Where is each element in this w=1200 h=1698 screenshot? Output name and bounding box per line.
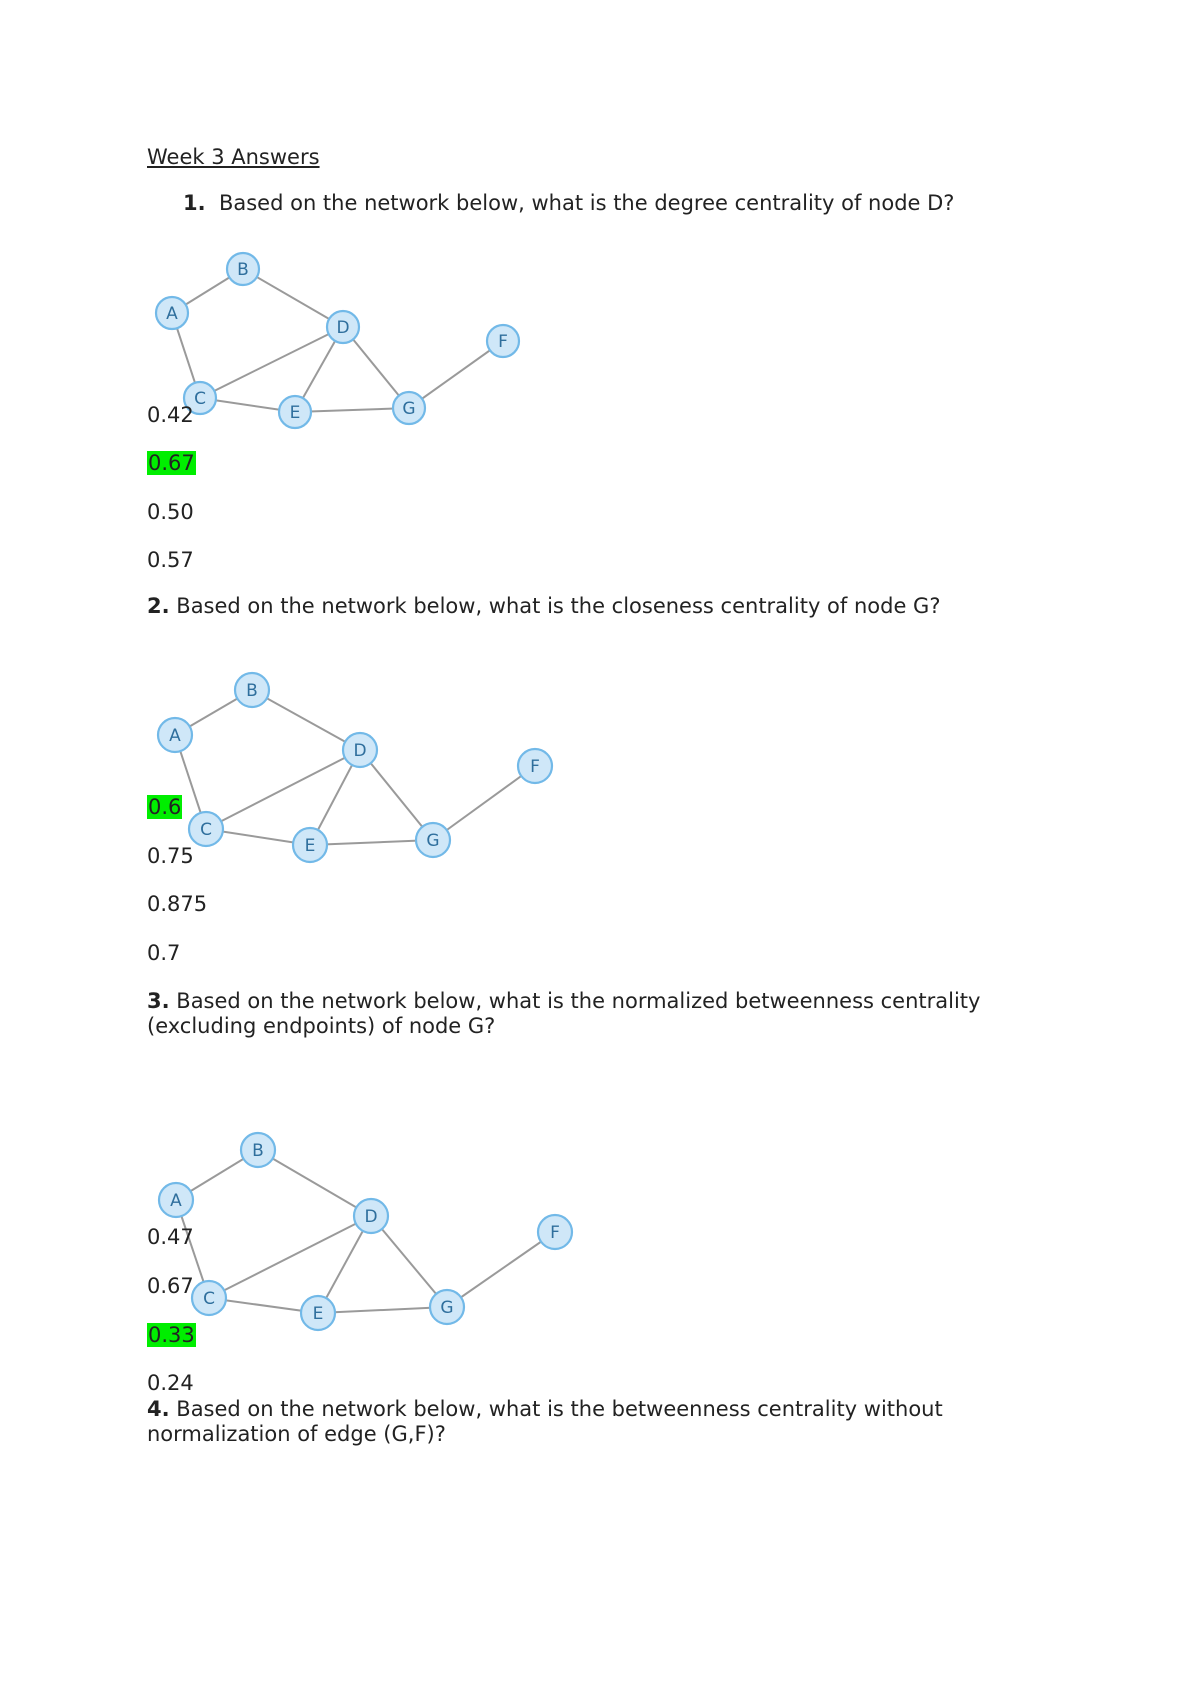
node-C: [192, 1281, 226, 1315]
node-B: [235, 673, 269, 707]
q3-option-2: 0.67: [147, 1274, 194, 1298]
node-B: [241, 1133, 275, 1167]
node-label-F: F: [498, 332, 508, 352]
node-label-B: B: [246, 681, 258, 701]
edge-C-D: [209, 1216, 371, 1298]
node-A: [156, 297, 188, 329]
network-graph-1: [156, 253, 519, 428]
node-label-A: A: [170, 1191, 182, 1211]
node-E: [301, 1296, 335, 1330]
node-G: [393, 392, 425, 424]
edge-B-D: [258, 1150, 371, 1216]
question-4: [147, 1396, 943, 1422]
edge-G-F: [433, 766, 535, 840]
q3-option-3: [147, 1322, 196, 1348]
node-label-C: C: [200, 820, 212, 840]
node-E: [279, 396, 311, 428]
network-graph-3: [159, 1133, 572, 1330]
edge-C-D: [206, 750, 360, 829]
node-F: [487, 325, 519, 357]
q1-option-1: 0.42: [147, 403, 194, 427]
edge-B-D: [243, 269, 343, 327]
node-label-G: G: [426, 831, 440, 851]
q2-correct-highlight: 0.6: [148, 795, 182, 819]
node-label-A: A: [169, 726, 181, 746]
node-label-C: C: [203, 1289, 215, 1309]
q2-option-2: 0.75: [147, 844, 194, 868]
q1-correct-highlight: 0.67: [148, 451, 195, 475]
node-G: [430, 1290, 464, 1324]
node-label-A: A: [166, 304, 178, 324]
node-label-G: G: [402, 399, 416, 419]
q3-correct-highlight: 0.33: [148, 1323, 195, 1347]
node-label-D: D: [364, 1207, 378, 1227]
question-1-number: 1.: [183, 191, 206, 215]
node-label-G: G: [440, 1298, 454, 1318]
edge-G-F: [409, 341, 503, 408]
question-2: [147, 593, 940, 619]
question-2-number: 2.: [147, 594, 170, 618]
node-label-D: D: [353, 741, 367, 761]
edge-E-G: [295, 408, 409, 412]
node-F: [518, 749, 552, 783]
edge-B-D: [252, 690, 360, 750]
edge-E-G: [310, 840, 433, 845]
node-A: [158, 718, 192, 752]
node-label-E: E: [289, 403, 301, 423]
edge-G-F: [447, 1232, 555, 1307]
network-graph-2: [158, 673, 552, 862]
node-label-F: F: [530, 757, 540, 777]
node-C: [189, 812, 223, 846]
node-label-E: E: [304, 836, 316, 856]
node-label-B: B: [252, 1141, 264, 1161]
q1-option-4: 0.57: [147, 548, 194, 572]
question-3-number: 3.: [147, 989, 170, 1013]
edge-E-G: [318, 1307, 447, 1313]
question-3: [147, 988, 980, 1014]
node-D: [343, 733, 377, 767]
node-F: [538, 1215, 572, 1249]
node-label-B: B: [237, 260, 249, 280]
node-G: [416, 823, 450, 857]
node-E: [293, 828, 327, 862]
question-1-text: Based on the network below, what is the degree centrality of node D?: [218, 191, 955, 215]
question-4-number: 4.: [147, 1397, 170, 1421]
node-label-F: F: [550, 1223, 560, 1243]
question-3-text-line-2: (excluding endpoints) of node G?: [147, 1014, 496, 1038]
node-D: [327, 311, 359, 343]
node-A: [159, 1183, 193, 1217]
q2-option-4: 0.7: [147, 941, 181, 965]
question-4-text-line-1: Based on the network below, what is the betweenness centrality without: [176, 1397, 943, 1421]
q2-option-1: [147, 794, 182, 820]
q2-option-3: 0.875: [147, 892, 208, 916]
node-label-D: D: [336, 318, 350, 338]
node-label-E: E: [312, 1304, 324, 1324]
page-title: Week 3 Answers: [147, 145, 320, 169]
node-D: [354, 1199, 388, 1233]
edge-C-D: [200, 327, 343, 398]
question-4-text-line-2: normalization of edge (G,F)?: [147, 1422, 446, 1446]
q1-option-2: [147, 450, 196, 476]
q1-option-3: 0.50: [147, 500, 194, 524]
node-B: [227, 253, 259, 285]
node-label-C: C: [194, 389, 206, 409]
question-2-text: Based on the network below, what is the closeness centrality of node G?: [176, 594, 941, 618]
q3-option-1: 0.47: [147, 1225, 194, 1249]
question-3-text-line-1: Based on the network below, what is the normalized betweenness centrality: [176, 989, 981, 1013]
q3-option-4: 0.24: [147, 1371, 194, 1395]
